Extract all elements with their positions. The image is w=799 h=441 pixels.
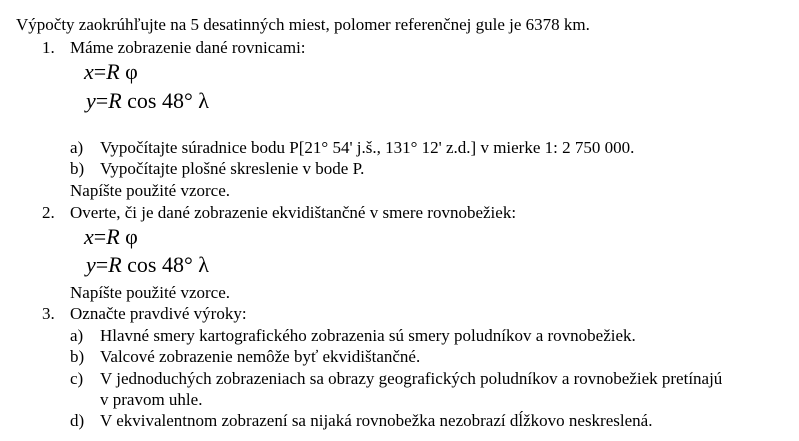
task-3d-label: d) xyxy=(70,411,85,430)
eq-lhs: x xyxy=(84,224,94,249)
task-2-text: Overte, či je dané zobrazenie ekvidištančné v smere rovnobežiek: xyxy=(70,203,517,222)
eq-lhs: y xyxy=(86,88,96,113)
task-1-number: 1. xyxy=(42,38,55,57)
eq-rest: φ xyxy=(119,59,138,84)
task-2-number: 2. xyxy=(42,203,55,222)
eq-sign: = xyxy=(93,224,107,249)
task-3d-text: V ekvivalentnom zobrazení sa nijaká rovnobežka nezobrazí dĺžkovo neskreslená. xyxy=(100,411,653,430)
task-2-note: Napíšte použité vzorce. xyxy=(70,283,231,302)
task-3b-text: Valcové zobrazenie nemôže byť ekvidištančné. xyxy=(100,347,421,366)
eq-var: R xyxy=(106,59,120,84)
task-3a-label: a) xyxy=(70,326,84,345)
eq-var: R xyxy=(108,88,122,113)
task-1-note: Napíšte použité vzorce. xyxy=(70,181,231,200)
eq-var: R xyxy=(108,252,122,277)
task-1-text: Máme zobrazenie dané rovnicami: xyxy=(70,38,306,57)
task-2-equation-y xyxy=(86,252,209,278)
eq-sign: = xyxy=(93,59,107,84)
task-1a-label: a) xyxy=(70,138,84,157)
task-1b-label: b) xyxy=(70,159,85,178)
task-3a-text: Hlavné smery kartografického zobrazenia sú smery poludníkov a rovnobežiek. xyxy=(100,326,636,345)
task-3c-text-continued: v pravom uhle. xyxy=(100,390,203,409)
task-3c-label: c) xyxy=(70,369,84,388)
eq-rest: cos 48° λ xyxy=(121,252,209,277)
task-3-number: 3. xyxy=(42,304,55,323)
task-3b-label: b) xyxy=(70,347,85,366)
task-3c-text: V jednoduchých zobrazeniach sa obrazy geografických poludníkov a rovnobežiek pretínajú xyxy=(100,369,723,388)
task-1-equation-y xyxy=(86,88,209,114)
task-3-text: Označte pravdivé výroky: xyxy=(70,304,247,323)
eq-rest: cos 48° λ xyxy=(121,88,209,113)
eq-sign: = xyxy=(95,252,109,277)
intro-text: Výpočty zaokrúhľujte na 5 desatinných miest, polomer referenčnej gule je 6378 km. xyxy=(16,15,590,34)
eq-sign: = xyxy=(95,88,109,113)
eq-lhs: x xyxy=(84,59,94,84)
eq-var: R xyxy=(106,224,120,249)
task-1b-text: Vypočítajte plošné skreslenie v bode P. xyxy=(100,159,365,178)
task-1-equation-x xyxy=(84,59,138,85)
eq-lhs: y xyxy=(86,252,96,277)
task-2-equation-x xyxy=(84,224,138,250)
eq-rest: φ xyxy=(119,224,138,249)
task-1a-text: Vypočítajte súradnice bodu P[21° 54' j.š., 131° 12' z.d.] v mierke 1: 2 750 000. xyxy=(100,138,635,157)
